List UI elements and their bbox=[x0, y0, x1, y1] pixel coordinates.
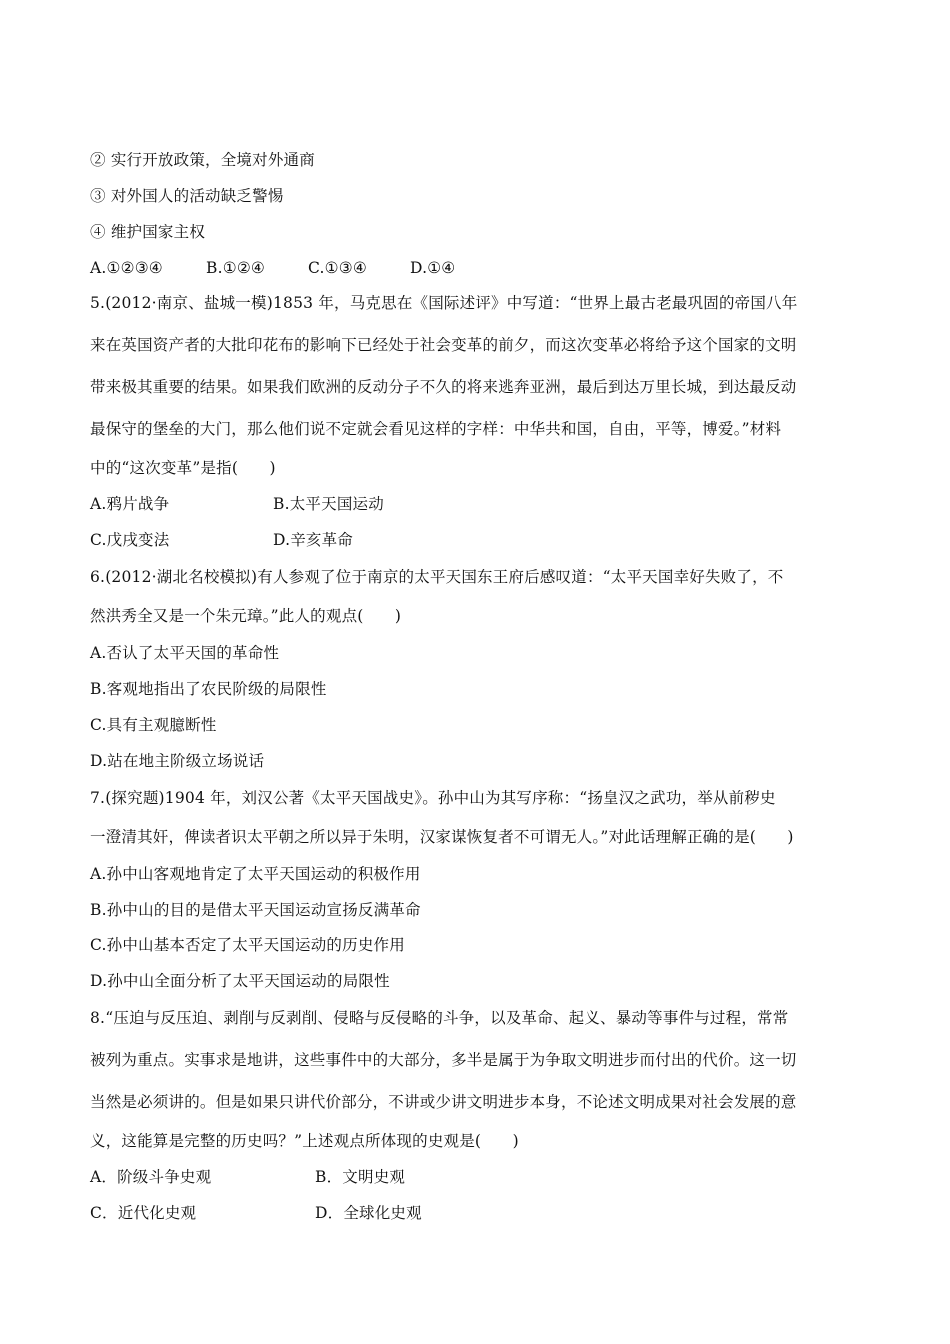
q7-choice-d: D.孙中山全面分析了太平天国运动的局限性 bbox=[90, 972, 390, 990]
q5-choice-c: C.戊戌变法 bbox=[90, 531, 170, 549]
q8-text: 被列为重点。实事求是地讲，这些事件中的大部分，多半是属于为争取文明进步而付出的代价。这一切 bbox=[90, 1051, 797, 1069]
q5-text: 带来极其重要的结果。如果我们欧洲的反动分子不久的将来逃奔亚洲，最后到达万里长城，到达最反动 bbox=[90, 378, 797, 396]
q5-text: 中的“这次变革”是指( ) bbox=[90, 459, 276, 477]
q6-choice-d: D.站在地主阶级立场说话 bbox=[90, 752, 265, 770]
q5-choice-d: D.辛亥革命 bbox=[273, 531, 354, 549]
q7-choice-c: C.孙中山基本否定了太平天国运动的历史作用 bbox=[90, 936, 405, 954]
option-line-2: ② 实行开放政策，全境对外通商 bbox=[90, 151, 315, 169]
q5-text: 5.(2012·南京、盐城一模)1853 年，马克思在《国际述评》中写道：“世界上最古老最巩固的帝国八年 bbox=[90, 294, 798, 312]
q4-choices bbox=[90, 258, 870, 278]
q6-choice-b: B.客观地指出了农民阶级的局限性 bbox=[90, 680, 327, 698]
option-line-4: ④ 维护国家主权 bbox=[90, 223, 206, 241]
q8-choice-a: A．阶级斗争史观 bbox=[90, 1168, 212, 1186]
q5-choice-b: B.太平天国运动 bbox=[273, 495, 384, 513]
option-line-3: ③ 对外国人的活动缺乏警惕 bbox=[90, 187, 284, 205]
q8-choices-cd bbox=[90, 1203, 870, 1223]
q5-text: 最保守的堡垒的大门，那么他们说不定就会看见这样的字样：中华共和国，自由，平等，博爱。”材料 bbox=[90, 420, 782, 438]
q8-text: 8.“压迫与反压迫、剥削与反剥削、侵略与反侵略的斗争，以及革命、起义、暴动等事件与过程，常常 bbox=[90, 1009, 789, 1027]
q8-choice-b: B．文明史观 bbox=[315, 1168, 406, 1186]
q5-choice-a: A.鸦片战争 bbox=[90, 495, 170, 513]
q8-choice-c: C．近代化史观 bbox=[90, 1204, 197, 1222]
q5-choices-cd bbox=[90, 530, 870, 550]
q6-text: 6.(2012·湖北名校模拟)有人参观了位于南京的太平天国东王府后感叹道：“太平天国幸好失败了，不 bbox=[90, 568, 784, 586]
q8-text: 义，这能算是完整的历史吗？”上述观点所体现的史观是( ) bbox=[90, 1132, 519, 1150]
q6-choice-a: A.否认了太平天国的革命性 bbox=[90, 644, 280, 662]
q6-choice-c: C.具有主观臆断性 bbox=[90, 716, 217, 734]
q8-choice-d: D．全球化史观 bbox=[315, 1204, 422, 1222]
q5-choices-ab bbox=[90, 494, 870, 514]
q6-text: 然洪秀全又是一个朱元璋。”此人的观点( ) bbox=[90, 607, 402, 625]
q7-choice-a: A.孙中山客观地肯定了太平天国运动的积极作用 bbox=[90, 865, 421, 883]
q4-choice-a: A.①②③④ bbox=[90, 259, 163, 277]
q4-choice-c: C.①③④ bbox=[308, 259, 367, 277]
q8-choices-ab bbox=[90, 1167, 870, 1187]
q8-text: 当然是必须讲的。但是如果只讲代价部分，不讲或少讲文明进步本身，不论述文明成果对社会发展的意 bbox=[90, 1093, 797, 1111]
q5-text: 来在英国资产者的大批印花布的影响下已经处于社会变革的前夕，而这次变革必将给予这个国家的文明 bbox=[90, 336, 797, 354]
q7-text: 一澄清其奸，俾读者识太平朝之所以异于朱明，汉家谋恢复者不可谓无人。”对此话理解正确的是( ) bbox=[90, 828, 794, 846]
q7-text: 7.(探究题)1904 年，刘汉公著《太平天国战史》。孙中山为其写序称：“扬皇汉之武功，举从前秽史 bbox=[90, 789, 776, 807]
q4-choice-d: D.①④ bbox=[410, 259, 456, 277]
q4-choice-b: B.①②④ bbox=[206, 259, 266, 277]
q7-choice-b: B.孙中山的目的是借太平天国运动宣扬反满革命 bbox=[90, 901, 421, 919]
